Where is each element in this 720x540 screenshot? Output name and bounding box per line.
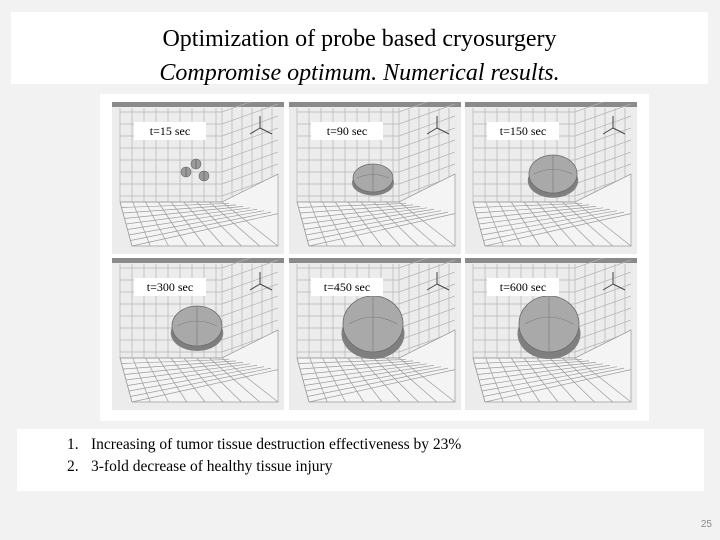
time-label: t=15 sec xyxy=(134,122,206,140)
slide-title: Optimization of probe based cryosurgery xyxy=(162,26,557,52)
simulation-panel-3 xyxy=(465,102,637,254)
grid-line xyxy=(575,284,631,304)
result-text: Increasing of tumor tissue destruction effectiveness by 23% xyxy=(91,436,462,453)
grid-line xyxy=(399,284,455,304)
result-item xyxy=(67,436,461,454)
result-number: 1. xyxy=(67,436,79,453)
axis-line xyxy=(250,128,260,134)
grid-line xyxy=(575,152,631,172)
grid-line xyxy=(575,128,631,148)
page-number: 25 xyxy=(700,519,712,530)
time-label: t=450 sec xyxy=(311,278,383,296)
grid-line xyxy=(575,104,631,124)
time-label: t=90 sec xyxy=(311,122,383,140)
simulation-panel-1 xyxy=(112,102,284,254)
time-label: t=150 sec xyxy=(487,122,559,140)
grid-line xyxy=(222,296,278,316)
grid-line xyxy=(399,152,455,172)
simulation-panel-5 xyxy=(289,258,461,410)
axis-line xyxy=(250,284,260,290)
grid-line xyxy=(222,284,278,304)
result-text: 3-fold decrease of healthy tissue injury xyxy=(91,458,333,475)
grid-line xyxy=(575,308,631,328)
grid-line xyxy=(399,104,455,124)
grid-line xyxy=(222,152,278,172)
simulation-panel-2 xyxy=(289,102,461,254)
grid-line xyxy=(399,308,455,328)
time-label: t=300 sec xyxy=(134,278,206,296)
title-box xyxy=(11,12,708,84)
grid-line xyxy=(575,296,631,316)
grid-line xyxy=(399,140,455,160)
simulation-panels xyxy=(100,94,649,421)
grid-line xyxy=(399,128,455,148)
grid-line xyxy=(222,260,278,280)
axis-line xyxy=(427,128,437,134)
grid-line xyxy=(399,260,455,280)
simulation-panel-6 xyxy=(465,258,637,410)
grid-line xyxy=(222,104,278,124)
time-label: t=600 sec xyxy=(487,278,559,296)
axis-line xyxy=(603,284,613,290)
result-number: 2. xyxy=(67,458,79,475)
result-item xyxy=(67,458,332,476)
axis-line xyxy=(427,284,437,290)
grid-line xyxy=(575,140,631,160)
grid-line xyxy=(222,128,278,148)
grid-line xyxy=(575,260,631,280)
results-box xyxy=(17,429,704,491)
simulation-panel-4 xyxy=(112,258,284,410)
axis-line xyxy=(603,128,613,134)
grid-line xyxy=(222,140,278,160)
slide-subtitle: Compromise optimum. Numerical results. xyxy=(159,60,560,86)
grid-line xyxy=(222,308,278,328)
grid-line xyxy=(399,296,455,316)
